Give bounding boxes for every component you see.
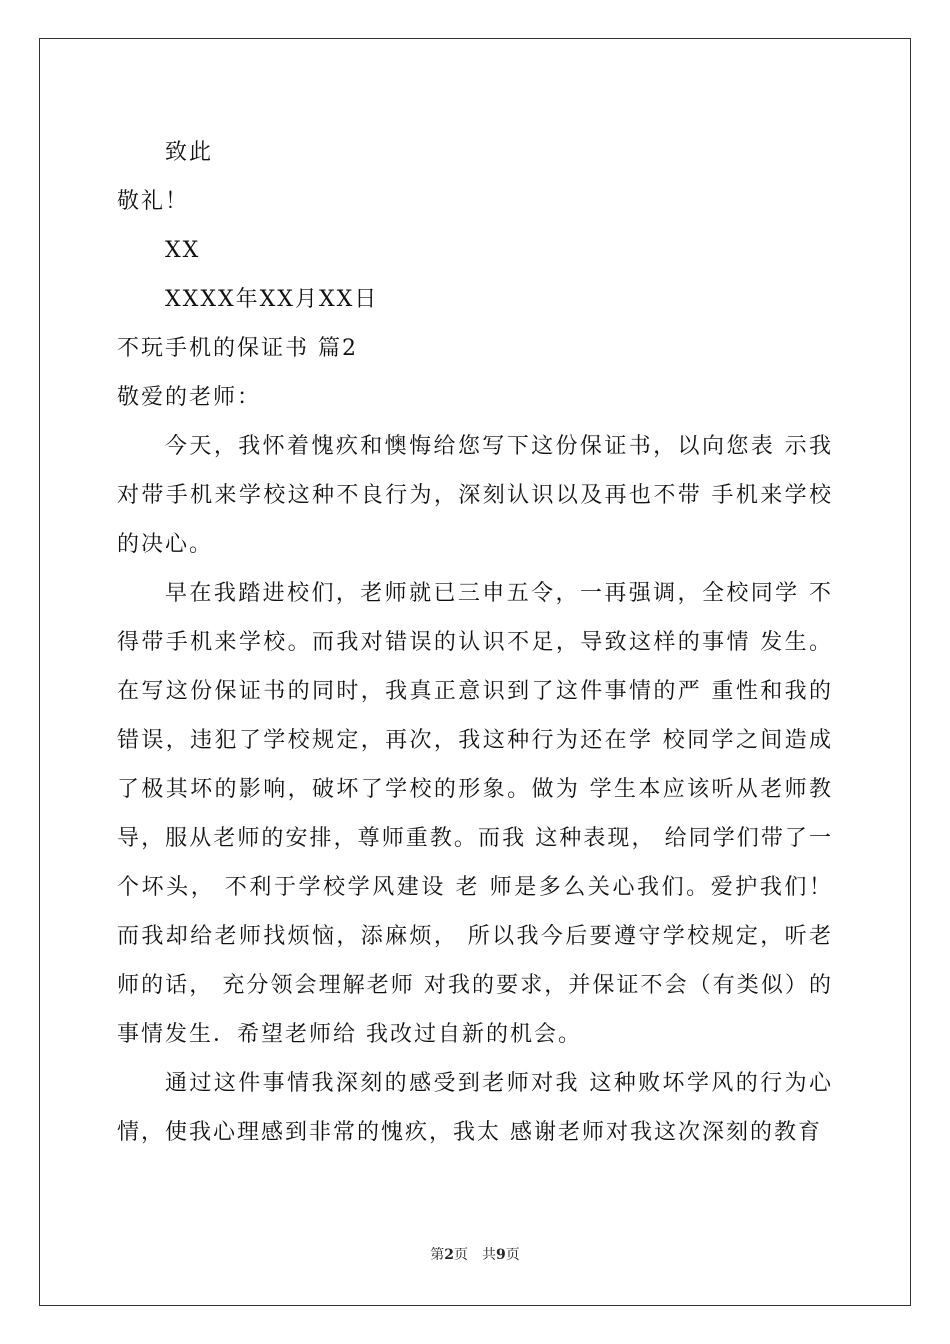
footer-page-mid: 页 共 — [454, 1247, 496, 1263]
page-footer — [0, 1244, 950, 1264]
salute-line: 敬礼！ — [117, 189, 190, 214]
paragraph-3: 通过这件事情我深刻的感受到老师对我 这种败坏学风的行为心情，使我心理感到非常的愧疚，我太 感谢老师对我这次深刻的教育 — [117, 1071, 833, 1145]
paragraph-2: 早在我踏进校们，老师就已三申五令，一再强调，全校同学 不得带手机来学校。而我对错误的认识不足，导致这样的事情 发生。在写这份保证书的同时，我真正意识到了这件事情的严 重性和我的错误，违犯了学校规定，再次，我这种行为还在学 校同学之间造成了极其坏的影响，破坏了学校的形象。做为 学生本应该听从老师教导，服从老师的安排，尊师重教。而我 这种表现， 给同学们带了一个坏头， 不利于学校学风建设 老 师是多么关心我们。爱护我们！而我却给老师找烦恼，添麻烦， 所以我今后要遵守学校规定，听老师的话， 充分领会理解老师 对我的要求，并保证不会（有类似）的事情发生．希望老师给 我改过自新的机会。 — [117, 581, 833, 1047]
footer-page-suffix: 页 — [505, 1247, 520, 1263]
closing-line: 致此 — [165, 140, 214, 165]
footer-page-current: 2 — [444, 1247, 454, 1263]
date-line: XXXX年XX月XX日 — [165, 287, 379, 312]
document-body — [117, 128, 833, 1157]
signer-line: XX — [165, 238, 201, 263]
paragraph-1: 今天，我怀着愧疚和懊悔给您写下这份保证书，以向您表 示我对带手机来学校这种不良行为，深刻认识以及再也不带 手机来学校的决心。 — [117, 434, 833, 557]
footer-page-prefix: 第 — [430, 1247, 445, 1263]
footer-page-total: 9 — [496, 1247, 506, 1263]
section-heading: 不玩手机的保证书 篇2 — [117, 336, 358, 361]
greeting-line: 敬爱的老师： — [117, 385, 262, 410]
